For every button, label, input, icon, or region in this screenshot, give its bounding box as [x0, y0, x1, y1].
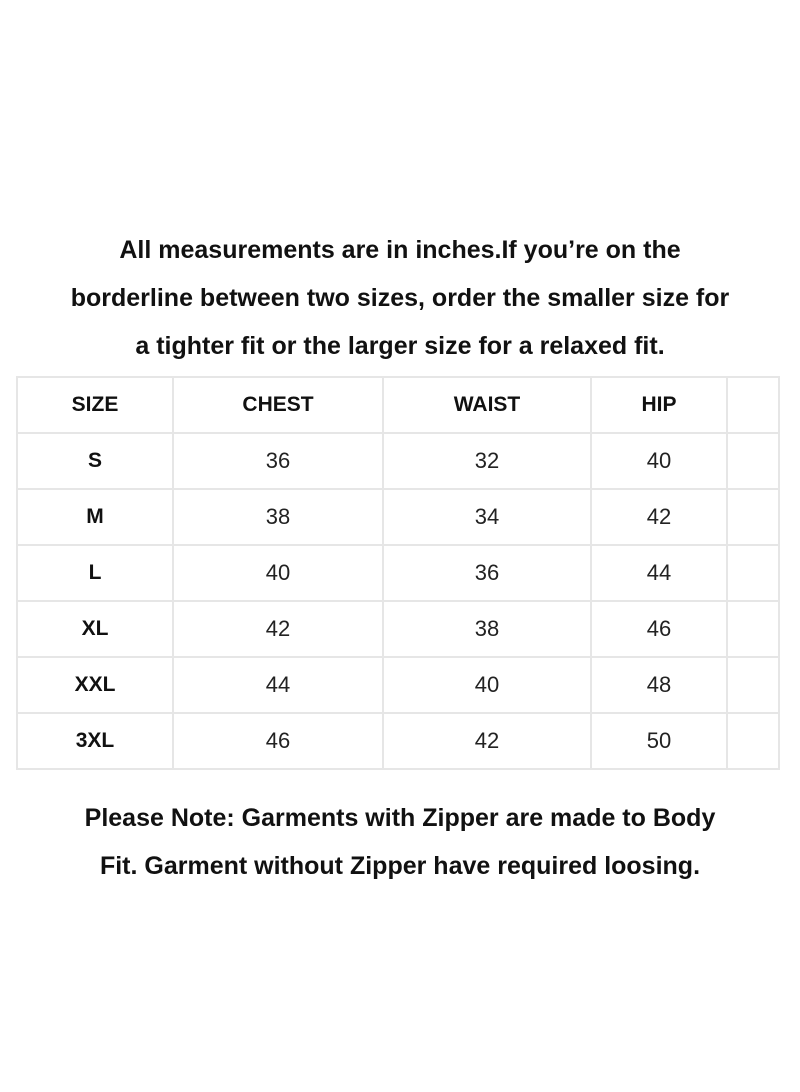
- chest-column-header: CHEST: [173, 377, 383, 433]
- size-cell: XXL: [17, 657, 173, 713]
- chest-cell: 40: [173, 545, 383, 601]
- intro-line: All measurements are in inches.If you’re on the: [119, 236, 681, 264]
- empty-cell: [727, 601, 779, 657]
- chest-cell: 36: [173, 433, 383, 489]
- size-cell: XL: [17, 601, 173, 657]
- measurement-intro-text: [0, 226, 800, 370]
- intro-line: a tighter fit or the larger size for a relaxed fit.: [135, 332, 665, 360]
- chest-cell: 42: [173, 601, 383, 657]
- intro-line: borderline between two sizes, order the smaller size for: [70, 284, 730, 312]
- size-chart-table: [16, 376, 780, 770]
- table-row: [17, 601, 779, 657]
- hip-column-header: HIP: [591, 377, 727, 433]
- table-row: [17, 489, 779, 545]
- empty-cell: [727, 545, 779, 601]
- hip-cell: 42: [591, 489, 727, 545]
- table-row: [17, 433, 779, 489]
- empty-column-header: [727, 377, 779, 433]
- size-cell: S: [17, 433, 173, 489]
- table-row: [17, 657, 779, 713]
- empty-cell: [727, 433, 779, 489]
- hip-cell: 46: [591, 601, 727, 657]
- waist-cell: 32: [383, 433, 591, 489]
- empty-cell: [727, 489, 779, 545]
- empty-cell: [727, 713, 779, 769]
- hip-cell: 48: [591, 657, 727, 713]
- waist-column-header: WAIST: [383, 377, 591, 433]
- empty-cell: [727, 657, 779, 713]
- note-line: Please Note: Garments with Zipper are made to Body: [84, 804, 716, 832]
- table-row: [17, 713, 779, 769]
- hip-cell: 40: [591, 433, 727, 489]
- waist-cell: 38: [383, 601, 591, 657]
- waist-cell: 40: [383, 657, 591, 713]
- note-line: Fit. Garment without Zipper have required loosing.: [99, 852, 701, 880]
- hip-cell: 50: [591, 713, 727, 769]
- chest-cell: 44: [173, 657, 383, 713]
- waist-cell: 42: [383, 713, 591, 769]
- chest-cell: 38: [173, 489, 383, 545]
- size-cell: L: [17, 545, 173, 601]
- garment-note-text: [0, 794, 800, 890]
- table-row: [17, 545, 779, 601]
- chest-cell: 46: [173, 713, 383, 769]
- hip-cell: 44: [591, 545, 727, 601]
- waist-cell: 34: [383, 489, 591, 545]
- waist-cell: 36: [383, 545, 591, 601]
- size-cell: M: [17, 489, 173, 545]
- size-column-header: SIZE: [17, 377, 173, 433]
- size-cell: 3XL: [17, 713, 173, 769]
- table-header-row: [17, 377, 779, 433]
